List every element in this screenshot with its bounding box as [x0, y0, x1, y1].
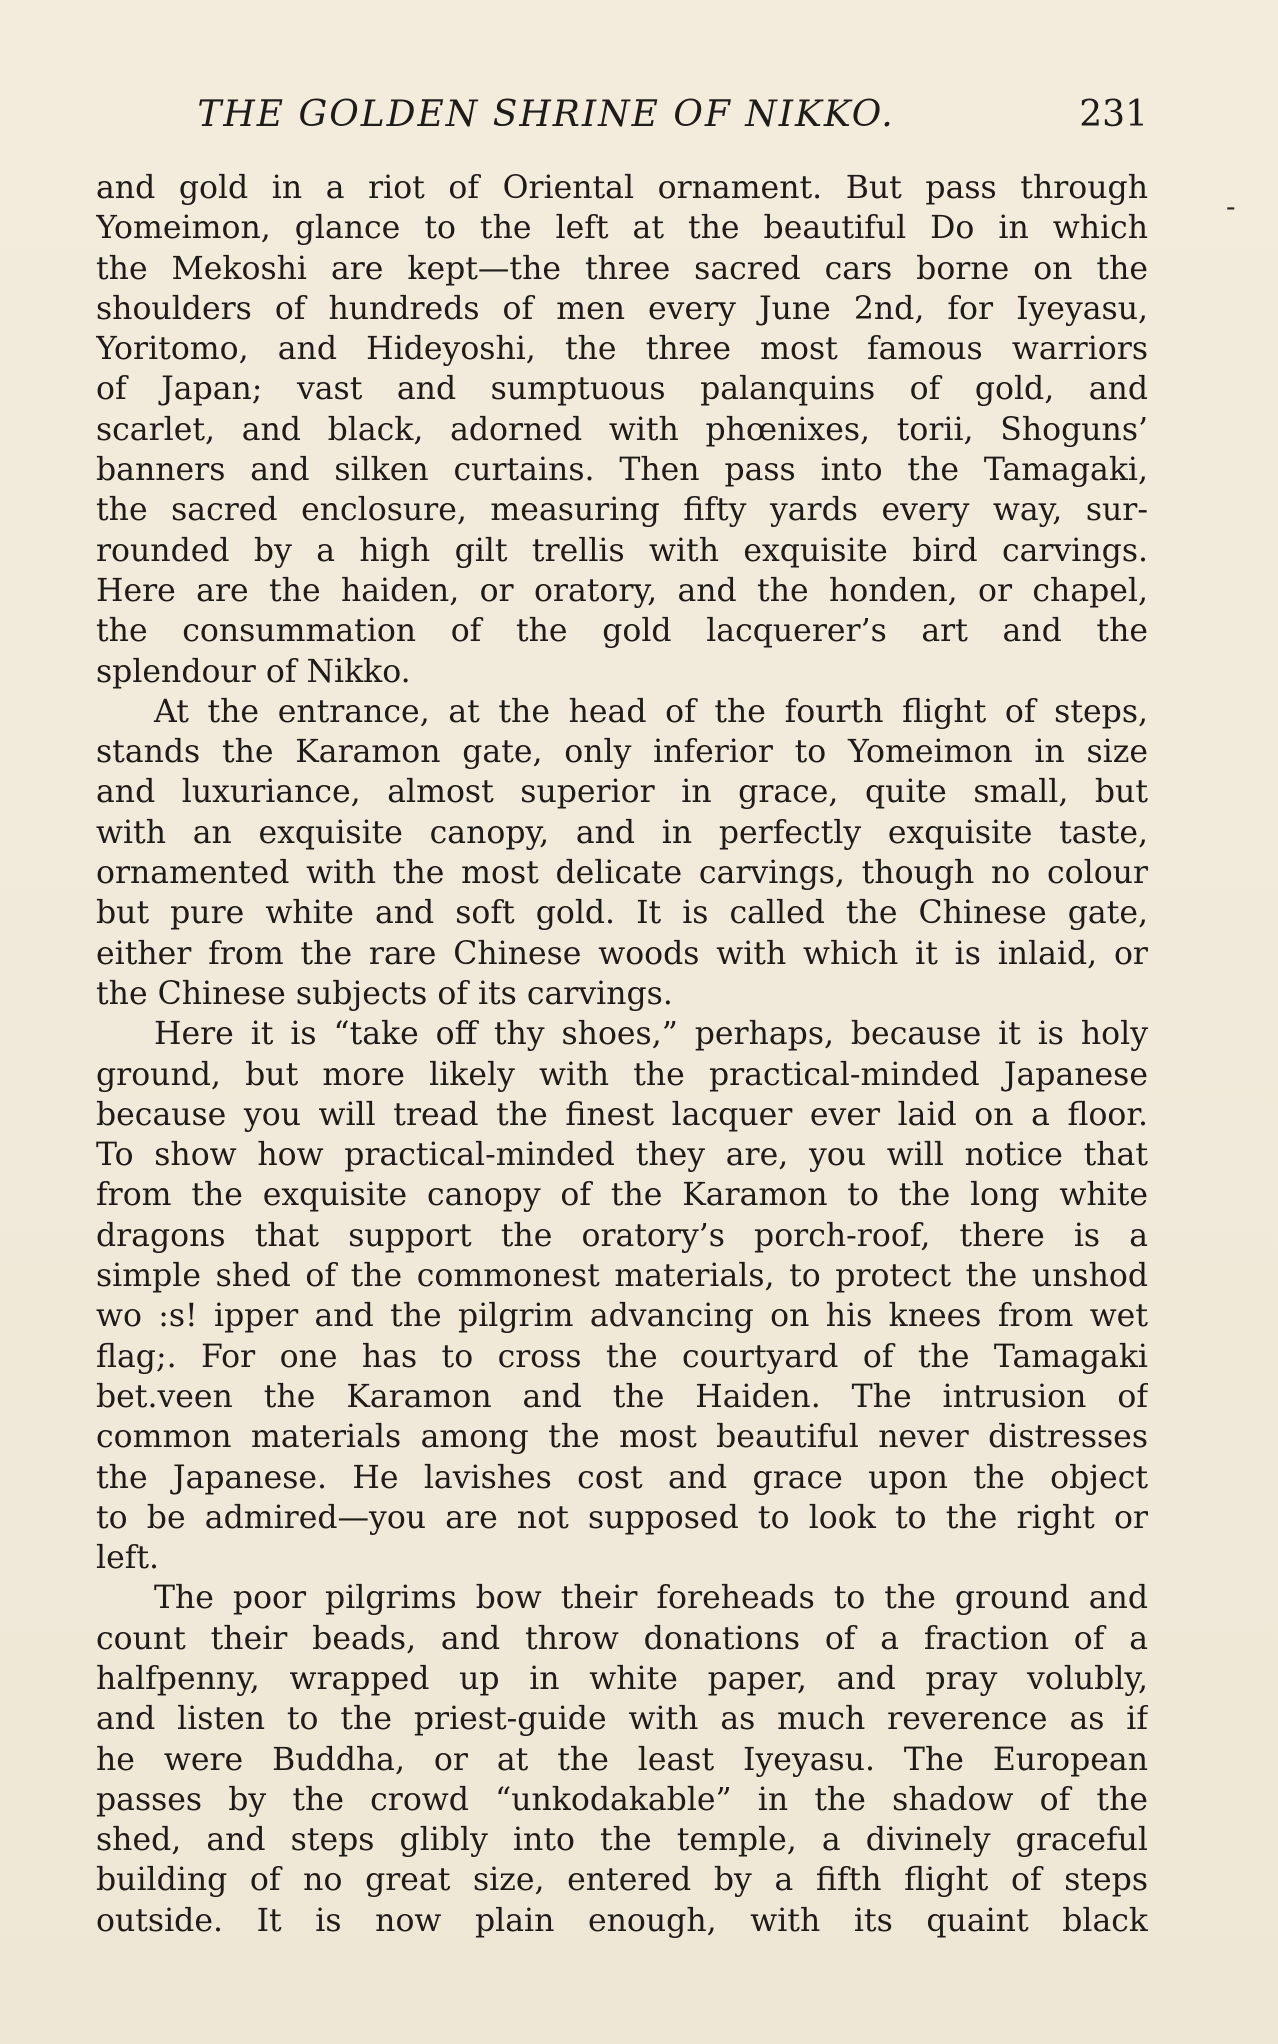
text-line: Here are the haiden, or oratory, and the honden, or chapel, [96, 572, 1148, 609]
text-line: At the entrance, at the head of the fourth flight of steps, [154, 693, 1148, 730]
text-line: the consummation of the gold lacquerer’s art and the [96, 613, 1148, 650]
text-line: the Chinese subjects of its carvings. [96, 975, 673, 1012]
text-line: from the exquisite canopy of the Karamon to the long white [96, 1177, 1148, 1214]
text-line: and luxuriance, almost superior in grace, quite small, but [96, 774, 1148, 811]
text-line: passes by the crowd “unkodakable” in the shadow of the [96, 1781, 1148, 1818]
text-line: stands the Karamon gate, only inferior to Yomeimon in size [96, 734, 1148, 771]
text-line: but pure white and soft gold. It is called the Chinese gate, [96, 895, 1148, 932]
text-line: Here it is “take off thy shoes,” perhaps, because it is holy [154, 1016, 1148, 1053]
text-line: bet.veen the Karamon and the Haiden. The intrusion of [96, 1378, 1148, 1415]
text-line: simple shed of the commonest materials, to protect the unshod [96, 1258, 1148, 1295]
text-line: and gold in a riot of Oriental ornament. But pass through [96, 170, 1148, 206]
text-line: count their beads, and throw donations of a fraction of a [96, 1620, 1148, 1657]
text-line: with an exquisite canopy, and in perfectly exquisite taste, [96, 814, 1148, 851]
text-line: the Japanese. He lavishes cost and grace upon the object [96, 1459, 1148, 1496]
text-line: wo :s! ipper and the pilgrim advancing on his knees from wet [96, 1298, 1148, 1335]
text-line: Yomeimon, glance to the left at the beautiful Do in which [96, 210, 1148, 247]
text-line: shed, and steps glibly into the temple, a divinely graceful [96, 1822, 1148, 1859]
text-line: ground, but more likely with the practical-minded Japanese [96, 1056, 1148, 1093]
text-line: common materials among the most beautiful never distresses [96, 1419, 1148, 1456]
text-line: and listen to the priest-guide with as much reverence as if [96, 1701, 1148, 1738]
text-line: The poor pilgrims bow their foreheads to the ground and [154, 1580, 1148, 1617]
text-line: splendour of Nikko. [96, 653, 411, 690]
text-line: dragons that support the oratory’s porch-roof, there is a [96, 1217, 1148, 1254]
text-line: he were Buddha, or at the least Iyeyasu. The European [96, 1741, 1148, 1778]
text-line: flag;. For one has to cross the courtyard of the Tamagaki [96, 1338, 1148, 1375]
text-line: building of no great size, entered by a fifth flight of steps [96, 1862, 1148, 1899]
text-line: of Japan; vast and sumptuous palanquins of gold, and [96, 371, 1148, 408]
text-line: to be admired—you are not supposed to look to the right or [96, 1499, 1148, 1536]
text-line: Yoritomo, and Hideyoshi, the three most famous warriors [96, 331, 1148, 368]
text-line: shoulders of hundreds of men every June 2nd, for Iyeyasu, [96, 290, 1148, 327]
running-head [96, 94, 1148, 142]
text-line: rounded by a high gilt trellis with exquisite bird carvings. [96, 532, 1148, 569]
text-line: because you will tread the finest lacquer ever laid on a floor. [96, 1096, 1148, 1133]
body-text [96, 168, 1148, 1941]
text-line: outside. It is now plain enough, with its quaint black [96, 1902, 1148, 1939]
text-line: ornamented with the most delicate carvings, though no colour [96, 855, 1148, 892]
running-title: THE GOLDEN SHRINE OF NIKKO. [197, 94, 895, 135]
text-line: scarlet, and black, adorned with phœnixes, torii, Shoguns’ [96, 411, 1148, 448]
text-line: the Mekoshi are kept—the three sacred cars borne on the [96, 250, 1148, 287]
text-line: left. [96, 1540, 160, 1577]
text-line: banners and silken curtains. Then pass into the Tamagaki, [96, 452, 1148, 489]
page-number: 231 [1079, 94, 1148, 135]
text-line: halfpenny, wrapped up in white paper, and pray volubly, [96, 1660, 1148, 1697]
text-line: either from the rare Chinese woods with which it is inlaid, or [96, 935, 1148, 972]
text-line: To show how practical-minded they are, you will notice that [96, 1137, 1148, 1174]
margin-mark: - [1226, 190, 1236, 223]
text-line: the sacred enclosure, measuring fifty yards every way, sur- [96, 492, 1148, 529]
